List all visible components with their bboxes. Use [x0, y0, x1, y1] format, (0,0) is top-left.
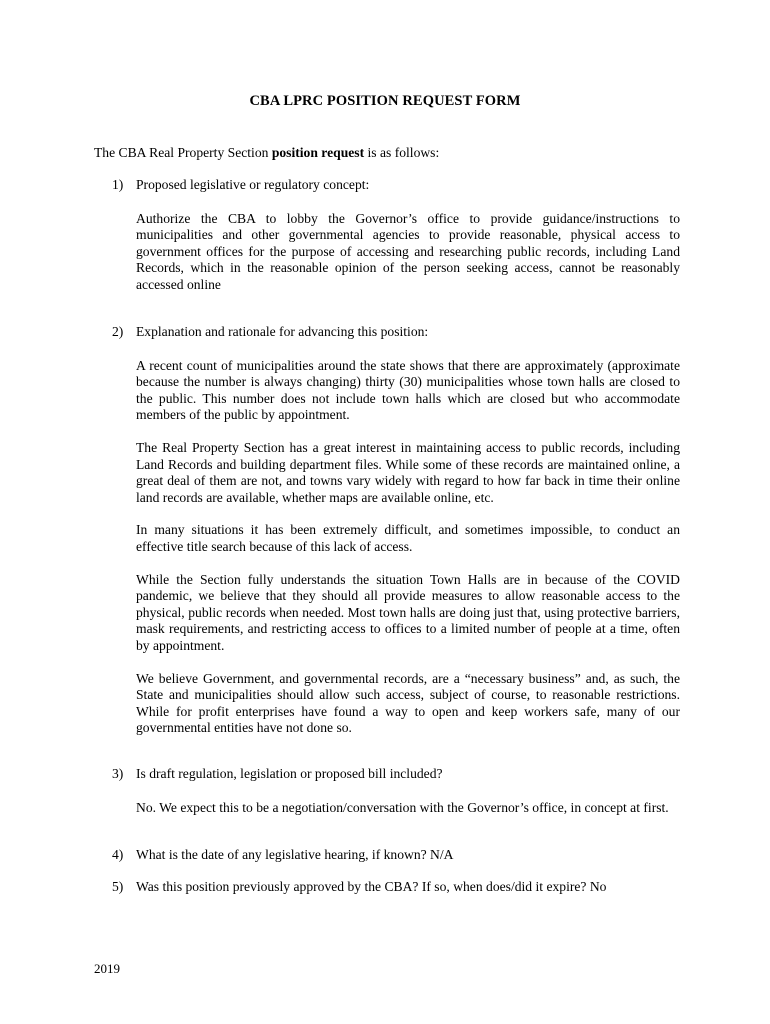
intro-prefix: The CBA Real Property Section	[94, 145, 272, 160]
answer-paragraph: While the Section fully understands the situation Town Halls are in because of the COVID pandemic, we believe that they should all provide measures to allow reasonable access to the physical, public records when needed. Most town halls are doing just that, using protective barriers, mask requirements, and restricting access to offices to a limited number of people at a time, often by appointment.	[136, 571, 680, 653]
list-item-4	[94, 847, 680, 864]
item-question: Was this position previously approved by the CBA? If so, when does/did it expire? No	[136, 879, 607, 894]
item-question: Proposed legislative or regulatory concept:	[136, 177, 370, 192]
item-answer	[136, 800, 680, 817]
item-number: 5)	[112, 879, 124, 894]
page-title: CBA LPRC POSITION REQUEST FORM	[249, 93, 521, 109]
answer-paragraph: In many situations it has been extremely difficult, and sometimes impossible, to conduct an effective title search because of this lack of access.	[136, 522, 680, 554]
item-number: 2)	[112, 324, 124, 339]
answer-paragraph: A recent count of municipalities around the state shows that there are approximately (approximate because the number is always changing) thirty (30) municipalities whose town halls are closed to the public. This number does not include town halls which are closed but who accommodate members of the public by appointment.	[136, 357, 680, 423]
answer-paragraph: We believe Government, and governmental records, are a “necessary business” and, as such, the State and municipalities should allow such access, subject of course, to reasonable restrictions. While for profit enterprises have found a way to open and keep workers safe, many of our governmental entities have not done so.	[136, 670, 680, 736]
intro-sentence	[94, 145, 694, 162]
item-question: Is draft regulation, legislation or proposed bill included?	[136, 766, 443, 781]
item-answer	[136, 211, 680, 294]
list-item-2	[94, 324, 680, 737]
intro-suffix: is as follows:	[364, 145, 440, 160]
item-number: 1)	[112, 177, 124, 192]
list-item-1	[94, 177, 680, 294]
list-item-3	[94, 766, 680, 816]
answer-paragraph: No. We expect this to be a negotiation/conversation with the Governor’s office, in concept at first.	[136, 799, 669, 815]
item-answer	[136, 358, 680, 737]
answer-paragraph: Authorize the CBA to lobby the Governor’s office to provide guidance/instructions to municipalities and other governmental agencies to provide reasonable, physical access to government offices for the purpose of accessing and researching public records, including Land Records, which in the reasonable opinion of the person seeking access, cannot be reasonably accessed online	[136, 210, 680, 292]
answer-paragraph: The Real Property Section has a great interest in maintaining access to public records, including Land Records and building department files. While some of these records are maintained online, a great deal of them are not, and towns vary widely with regard to how far back in time their online land records are available, whether maps are available online, etc.	[136, 439, 680, 505]
item-number: 3)	[112, 766, 124, 781]
item-question: What is the date of any legislative hearing, if known? N/A	[136, 847, 454, 862]
intro-bold: position request	[271, 145, 365, 160]
footer-year: 2019	[94, 961, 120, 976]
list-item-5	[94, 879, 680, 896]
item-number: 4)	[112, 847, 124, 862]
item-question: Explanation and rationale for advancing this position:	[136, 324, 429, 339]
